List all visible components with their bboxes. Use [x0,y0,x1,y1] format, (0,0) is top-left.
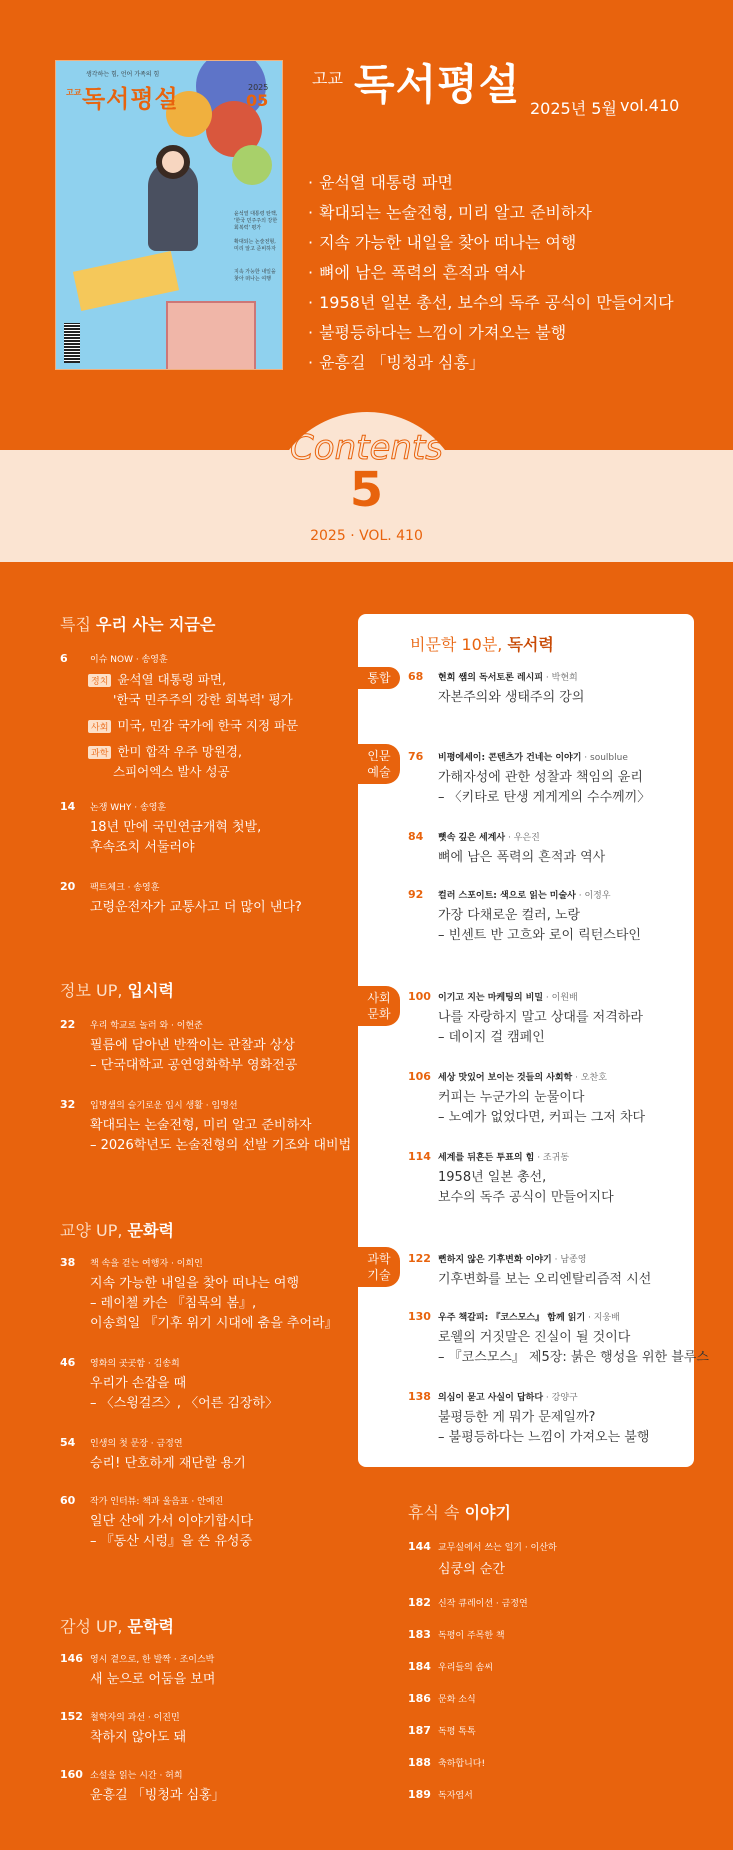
entry-category: 우리들의 솜씨 [438,1663,494,1673]
label-text: 확대되는 논술전형, 미리 알고 준비하자 [319,203,592,222]
entry-text: 18년 만에 국민연금개혁 첫발, [90,820,262,835]
section-heading [60,978,174,1001]
entry-text: – 『코스모스』 제5장: 붉은 행성을 위한 블루스 [438,1350,709,1365]
entry-title [90,1116,351,1156]
entry-text: 후속조치 서둘러야 [90,840,195,855]
entry-category: 문화 소식 [438,1695,476,1705]
page-number: 130 [408,1310,431,1323]
entry-text: · 이진민 [145,1713,180,1723]
category-tag: 과학 [88,746,111,759]
entry-category [438,888,611,901]
entry-text: 인생의 첫 문장 [90,1439,148,1449]
page-number: 68 [408,670,424,683]
section-heading [410,632,554,655]
category-tab-science [358,1247,400,1287]
masthead-prefix: 고교 [312,69,343,88]
category-tag: 사회 [88,720,111,733]
entry-category [438,1252,586,1265]
contents-issue-number: 5 [349,462,384,518]
entry-text: 이송희일 『기후 위기 시대에 춤을 추어라』 [90,1316,338,1331]
entry-text: 팩트체크 [90,883,125,893]
balloon-illustration [232,145,272,185]
page-number: 38 [60,1256,76,1269]
page-number: 100 [408,990,431,1003]
page-number: 76 [408,750,424,763]
entry-text: 고령운전자가 교통사고 더 많이 낸다? [90,900,302,915]
entry-text: 가해자성에 관한 성찰과 책임의 윤리 [438,770,643,785]
page-number: 92 [408,888,424,901]
entry-category [90,1652,214,1665]
label-text: 미국, 민감 국가에 한국 지정 파문 [117,718,299,733]
label-text: 뼈에 남은 폭력의 흔적과 역사 [319,263,525,282]
entry-text: 뻔하지 않은 기후변화 이야기 [438,1255,552,1265]
page-number: 122 [408,1252,431,1265]
entry-title [438,1408,649,1448]
page-number: 144 [408,1540,431,1553]
entry-title [90,1512,253,1552]
entry-title [90,1454,246,1474]
entry-title [438,1328,709,1368]
entry-text: · 이원배 [543,993,578,1003]
entry-text: · 강양구 [543,1393,578,1403]
section-heading [60,1614,174,1637]
entry-text: 현희 쌤의 독서토론 레시피 [438,673,544,683]
label-text: 불평등하다는 느낌이 가져오는 불행 [319,323,567,342]
page-number: 187 [408,1724,431,1737]
entry-text: 책 속을 걷는 여행자 [90,1259,169,1269]
entry-category [438,1540,557,1553]
entry-text: – 2026학년도 논술전형의 선발 기조와 대비법 [90,1138,352,1153]
entry-title [90,1374,278,1414]
entry-text: 신작 큐레이션 [438,1599,494,1609]
entry-category [90,800,166,813]
label-text: 교양 UP, [60,1221,123,1240]
entry-category [90,1436,183,1449]
entry-text: · 금정연 [147,1439,183,1449]
label-text: 예술 [367,765,391,779]
page-number: 32 [60,1098,76,1111]
toc-subentry [88,670,226,688]
category-tag: 정치 [88,674,111,687]
section-heading [60,612,215,635]
section-heading [60,1218,174,1241]
entry-text: 자본주의와 생태주의 강의 [438,690,585,705]
entry-text: 철학자의 과선 [90,1713,146,1723]
contents-volume: 2025 · VOL. 410 [310,528,423,544]
headline-list [308,172,674,382]
cover-small-label: 고교 [66,88,82,97]
page-number: 20 [60,880,76,893]
toc-subentry [88,716,298,734]
page-number: 6 [60,652,68,665]
entry-text: – 〈스윙걸즈〉, 〈어른 김장하〉 [90,1396,279,1411]
page-number: 160 [60,1768,83,1781]
entry-title [90,1670,215,1690]
entry-category [90,1098,238,1111]
label-text: · [308,353,314,372]
entry-text: · 김송희 [145,1359,180,1369]
entry-title [90,898,302,918]
entry-text: 새 눈으로 어둠을 보며 [90,1672,216,1687]
page-number: 152 [60,1710,83,1723]
entry-text: · 이희인 [168,1259,203,1269]
entry-text: 우주 책갈피: 『코스모스』 함께 읽기 [438,1313,586,1323]
page-number: 22 [60,1018,76,1031]
entry-text: · 이현준 [168,1021,203,1031]
entry-text: 세계를 뒤흔든 투표의 힘 [438,1153,535,1163]
entry-text: 이슈 NOW [90,655,133,665]
entry-title [438,688,584,708]
category-tab-society [358,986,400,1026]
label-text: · [308,263,314,282]
page-number: 106 [408,1070,431,1083]
label-text: 문화력 [127,1221,174,1240]
entry-category [90,1494,223,1507]
entry-text: 이기고 지는 마케팅의 비밀 [438,993,544,1003]
page-number: 184 [408,1660,431,1673]
headline-item [308,172,674,202]
entry-text: · soulblue [581,753,628,763]
label-text: · [308,293,314,312]
issue-volume: vol.410 [620,96,680,115]
label-text: 1958년 일본 총선, 보수의 독주 공식이 만들어지다 [319,293,674,312]
label-text: 한미 합작 우주 망원경, [117,744,242,759]
entry-text: · 송영훈 [131,803,167,813]
toc-subentry [113,690,293,708]
entry-title [438,1270,651,1290]
entry-text: · 송영훈 [124,883,160,893]
label-text: 사회 [367,991,391,1005]
label-text: 윤흥길 「빙청과 심홍」 [319,353,485,372]
entry-text: 소설을 읽는 시간 [90,1771,157,1781]
entry-text: – 불평등하다는 느낌이 가져오는 불행 [438,1430,650,1445]
entry-title [438,906,641,946]
entry-text: 착하지 않아도 돼 [90,1730,187,1745]
entry-title: 심쿵의 순간 [438,1562,505,1577]
label-text: 스피어엑스 발사 성공 [113,764,230,779]
label-text: 정보 UP, [60,981,123,1000]
entry-text: · 우은진 [505,833,540,843]
entry-title [438,848,605,868]
label-text: 독서력 [507,635,554,654]
toc-subentry [113,762,230,780]
entry-text: 뼈에 남은 폭력의 흔적과 역사 [438,850,606,865]
label-text: 비문학 10분, [410,635,503,654]
entry-text: 보수의 독주 공식이 만들어지다 [438,1190,614,1205]
section-heading [408,1500,511,1523]
label-text: 지속 가능한 내일을 찾아 떠나는 여행 [319,233,577,252]
entry-text: · 오찬호 [572,1073,607,1083]
page-number: 189 [408,1788,431,1801]
entry-text: · 이산하 [521,1543,557,1553]
desk-illustration [73,251,179,311]
entry-category: 독평이 주목한 책 [438,1631,505,1641]
entry-text: – 〈키타로 탄생 게게게의 수수께끼〉 [438,790,651,805]
entry-title [90,1036,297,1076]
label-text: 기술 [367,1268,391,1282]
cover-year: 2025 [248,83,269,92]
student-face-illustration [156,145,190,179]
cover-subtitle: 생각하는 힘, 언어 가족의 힘 [86,71,160,78]
entry-category [438,830,540,843]
barcode-icon [64,323,80,363]
entry-category [438,1390,578,1403]
school-building-illustration [166,301,256,370]
issue-date: 2025년 5월 [530,99,617,118]
entry-text: – 빈센트 반 고흐와 로이 릭턴스타인 [438,928,641,943]
label-text: 문화 [367,1007,391,1021]
entry-text: 승리! 단호하게 재단할 용기 [90,1456,246,1471]
label-text: 윤석열 대통령 파면, [117,672,226,687]
entry-text: 컬러 스포이트: 색으로 읽는 미술사 [438,891,576,901]
page-number: 146 [60,1652,83,1665]
entry-text: 필름에 담아낸 반짝이는 관찰과 상상 [90,1038,295,1053]
entry-category [438,670,578,683]
entry-text: 우리가 손잡을 때 [90,1376,187,1391]
headline-item [308,262,674,292]
entry-text: 1958년 일본 총선, [438,1170,547,1185]
entry-text: – 데이지 걸 캠페인 [438,1030,545,1045]
cover-headline: 확대되는 논술전형, 미리 알고 준비하자 [234,239,276,252]
entry-text: 의심이 묻고 사실이 답하다 [438,1393,544,1403]
entry-text: · 안예진 [188,1497,224,1507]
entry-category [438,750,628,763]
entry-text: 뼛속 깊은 세계사 [438,833,506,843]
entry-category [438,990,578,1003]
entry-text: 확대되는 논술전형, 미리 알고 준비하자 [90,1118,312,1133]
entry-text: 로웰의 거짓말은 진실이 될 것이다 [438,1330,631,1345]
entry-text: 세상 맛있어 보이는 것들의 사회학 [438,1073,573,1083]
entry-text: 영시 곁으로, 한 발짝 [90,1655,171,1665]
entry-text: 작가 인터뷰: 책과 울음표 [90,1497,189,1507]
entry-text: 논쟁 WHY [90,803,132,813]
entry-text: 입명샘의 슬기로운 입시 생활 [90,1101,203,1111]
entry-text: 일단 산에 가서 이야기합시다 [90,1514,254,1529]
masthead-title: 독서평설 [354,60,521,109]
entry-text: – 레이첼 카슨 『침묵의 봄』, [90,1296,257,1311]
label-text: · [308,203,314,222]
entry-text: · 이정우 [575,891,611,901]
entry-category [90,880,159,893]
entry-title [438,1168,614,1208]
entry-category: 축하합니다! [438,1759,486,1769]
page-number: 46 [60,1356,76,1369]
headline-item [308,322,674,352]
label-text: 감성 UP, [60,1617,123,1636]
entry-text: · 지웅배 [585,1313,620,1323]
toc-subentry [88,742,242,760]
page-number: 138 [408,1390,431,1403]
category-tab-integrated: 통합 [358,667,400,689]
magazine-cover-image [55,60,283,370]
entry-title [90,1786,225,1806]
entry-text: – 노예가 없었다면, 커피는 그저 차다 [438,1110,646,1125]
page-number: 186 [408,1692,431,1705]
entry-category [438,1070,607,1083]
headline-item [308,202,674,232]
page-number: 54 [60,1436,76,1449]
entry-text: 가장 다채로운 컬러, 노랑 [438,908,581,923]
entry-category [90,1710,180,1723]
category-tab-humanities [358,744,400,784]
entry-category [90,652,168,665]
label-text: 휴식 속 [408,1503,460,1522]
cover-headline: 지속 가능한 내일을 찾아 떠나는 여행 [234,269,276,282]
entry-text: 교무실에서 쓰는 일기 [438,1543,522,1553]
contents-heading: Contents [290,428,443,468]
entry-text: – 『동산 시렁』을 쓴 유성중 [90,1534,253,1549]
entry-text: 비평에세이: 콘텐츠가 건네는 이야기 [438,753,582,763]
headline-item [308,292,674,322]
label-text: 인문 [367,749,391,763]
entry-category [438,1150,569,1163]
page-number: 183 [408,1628,431,1641]
headline-item [308,232,674,262]
entry-title [90,1274,338,1334]
cover-issue: 05 [246,91,269,110]
page-number: 114 [408,1150,431,1163]
entry-text: 지속 가능한 내일을 찾아 떠나는 여행 [90,1276,300,1291]
hero-section [0,0,733,450]
cover-headline: 윤석열 대통령 탄핵, '한국 민주주의 강한 회복력' 평가 [234,211,278,231]
label-text: · [308,323,314,342]
entry-category [90,1356,180,1369]
label-text: 특집 [60,615,91,634]
page-number: 60 [60,1494,76,1507]
entry-text: · 송영훈 [132,655,168,665]
entry-text: 커피는 누군가의 눈물이다 [438,1090,585,1105]
entry-text: 나를 자랑하지 말고 상대를 저격하라 [438,1010,643,1025]
entry-text: 우리 학교로 놀러 와 [90,1021,169,1031]
entry-title [90,818,261,858]
label-text: 입시력 [127,981,174,1000]
entry-category [90,1018,203,1031]
entry-title [438,768,650,808]
entry-category: 독평 톡톡 [438,1727,476,1737]
entry-text: · 남종영 [551,1255,587,1265]
cover-title: 독서평설 [82,85,179,113]
entry-text: 윤흥길 「빙청과 심홍」 [90,1788,225,1803]
label-text: 윤석열 대통령 파면 [319,173,453,192]
entry-title [90,1728,186,1748]
label-text: 이야기 [464,1503,511,1522]
entry-title [438,1088,645,1128]
entry-category [438,1596,528,1609]
entry-text: · 조이스박 [171,1655,215,1665]
entry-category [90,1256,203,1269]
label-text: · [308,233,314,252]
entry-category [90,1768,183,1781]
entry-text: · 임명선 [202,1101,238,1111]
entry-title [438,1008,643,1048]
entry-text: 영화의 곳곳함 [90,1359,146,1369]
entry-text: · 허희 [156,1771,183,1781]
entry-text: · 조귀동 [534,1153,570,1163]
label-text: · [308,173,314,192]
headline-item [308,352,674,382]
entry-text: – 단국대학교 공연영화학부 영화전공 [90,1058,298,1073]
page-number: 84 [408,830,424,843]
entry-text: 기후변화를 보는 오리엔탈리즘적 시선 [438,1272,652,1287]
label-text: 문학력 [127,1617,174,1636]
entry-text: · 금정연 [493,1599,528,1609]
page-number: 188 [408,1756,431,1769]
page-number: 14 [60,800,76,813]
label-text: 과학 [367,1252,391,1266]
page-number: 182 [408,1596,431,1609]
entry-category [438,1310,620,1323]
entry-text: · 박현희 [543,673,578,683]
label-text: 우리 사는 지금은 [96,615,216,634]
entry-text: 불평등한 게 뭐가 문제일까? [438,1410,596,1425]
entry-category: 독자엽서 [438,1791,473,1801]
label-text: '한국 민주주의 강한 회복력' 평가 [113,692,293,707]
